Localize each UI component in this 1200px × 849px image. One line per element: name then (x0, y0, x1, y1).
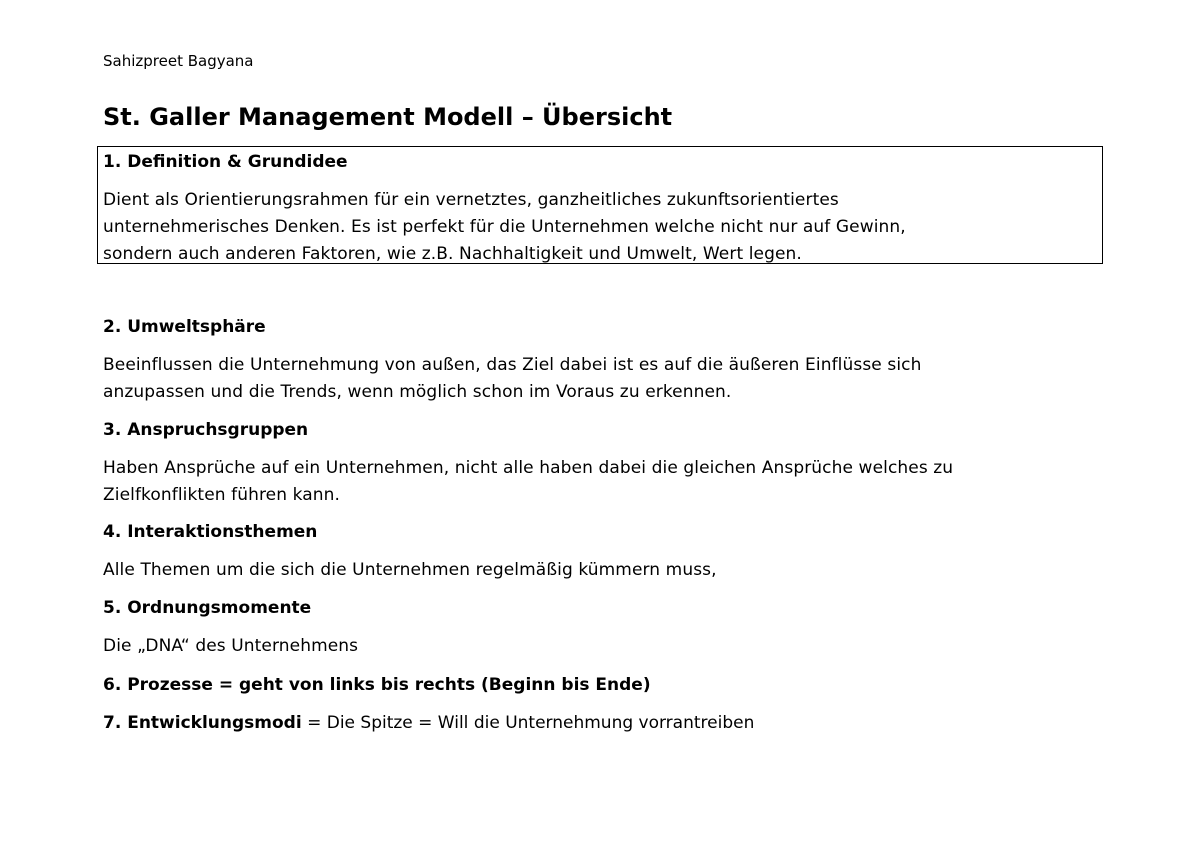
section-umweltsphaere (103, 316, 1107, 406)
section-body-umweltsphaere (103, 352, 1107, 406)
section-heading-umweltsphaere: 2. Umweltsphäre (103, 317, 266, 337)
entwicklungsmodi-line (103, 712, 1107, 734)
body-line: Beeinflussen die Unternehmung von außen, das Ziel dabei ist es auf die äußeren Einflüsse sich (103, 355, 922, 375)
section-entwicklungsmodi (103, 712, 1107, 734)
body-line: sondern auch anderen Faktoren, wie z.B. Nachhaltigkeit und Umwelt, Wert legen. (103, 244, 802, 264)
section-body-anspruchsgruppen (103, 455, 1107, 509)
body-line: unternehmerisches Denken. Es ist perfekt für die Unternehmen welche nicht nur auf Gewinn, (103, 217, 906, 237)
section-heading-interaktionsthemen: 4. Interaktionsthemen (103, 522, 318, 542)
section-heading-definition: 1. Definition & Grundidee (103, 152, 348, 172)
body-line: Dient als Orientierungsrahmen für ein vernetztes, ganzheitliches zukunftsorientiertes (103, 190, 839, 210)
section-body-interaktionsthemen (103, 557, 1107, 584)
body-line: Haben Ansprüche auf ein Unternehmen, nicht alle haben dabei die gleichen Ansprüche welches zu (103, 458, 954, 478)
section-body-ordnungsmomente (103, 633, 1107, 660)
section-anspruchsgruppen (103, 419, 1107, 509)
body-line: Zielfkonflikten führen kann. (103, 485, 341, 505)
body-line: Die „DNA“ des Unternehmens (103, 636, 359, 656)
section-body-definition (103, 187, 1093, 268)
section-heading-ordnungsmomente: 5. Ordnungsmomente (103, 598, 312, 618)
author-name: Sahizpreet Bagyana (103, 52, 254, 70)
body-line: anzupassen und die Trends, wenn möglich schon im Voraus zu erkennen. (103, 382, 732, 402)
section-inline-text-entwicklungsmodi: = Die Spitze = Will die Unternehmung vorrantreiben (301, 713, 755, 733)
document-title: St. Galler Management Modell – Übersicht (103, 103, 673, 131)
section-interaktionsthemen (103, 521, 1107, 584)
section-ordnungsmomente (103, 597, 1107, 660)
section-heading-anspruchsgruppen: 3. Anspruchsgruppen (103, 420, 309, 440)
section-heading-prozesse: 6. Prozesse = geht von links bis rechts (Beginn bis Ende) (103, 675, 651, 695)
section-heading-entwicklungsmodi: 7. Entwicklungsmodi (103, 713, 302, 733)
body-line: Alle Themen um die sich die Unternehmen regelmäßig kümmern muss, (103, 560, 717, 580)
definition-box (97, 146, 1103, 264)
section-prozesse (103, 674, 1107, 696)
